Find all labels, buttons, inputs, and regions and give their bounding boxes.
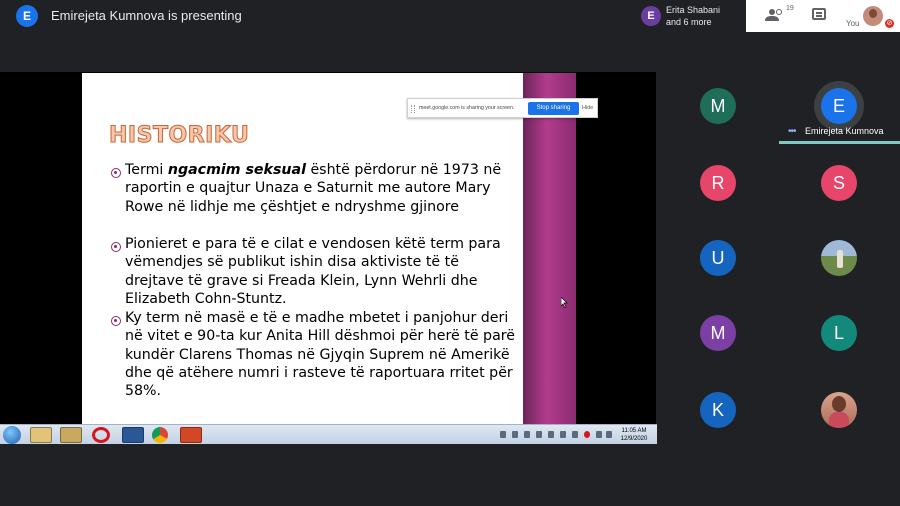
volume-icon[interactable] bbox=[606, 431, 612, 438]
participant-tile-avatar[interactable]: L bbox=[821, 315, 857, 351]
chrome-icon[interactable] bbox=[152, 427, 168, 443]
network-icon[interactable] bbox=[596, 431, 602, 438]
windows-taskbar bbox=[0, 424, 657, 444]
bullet-icon bbox=[111, 242, 121, 252]
presenter-avatar: E bbox=[16, 5, 38, 27]
self-video-thumbnail[interactable] bbox=[863, 6, 883, 26]
powerpoint-icon[interactable] bbox=[180, 427, 202, 443]
participant-name: Erita Shabani bbox=[666, 5, 721, 15]
active-speaker-bar bbox=[779, 141, 900, 144]
drag-handle-icon[interactable] bbox=[411, 105, 415, 113]
tray-icon[interactable] bbox=[512, 431, 518, 438]
hide-button[interactable]: Hide bbox=[582, 105, 594, 111]
participant-grid bbox=[657, 68, 900, 446]
slide-bullet-1: Termi ngacmim seksual është përdorur në 1973 në raportin e quajtur Unaza e Saturnit me autore Mary Rowe në lidhje me çështjet e ndryshme gjinore bbox=[125, 162, 502, 215]
participant-tile-avatar[interactable]: R bbox=[700, 165, 736, 201]
slide-decoration bbox=[523, 73, 576, 424]
participant-avatar: E bbox=[641, 6, 661, 26]
presenting-banner: Emirejeta Kumnova is presenting bbox=[51, 8, 242, 23]
presentation-slide bbox=[82, 73, 523, 424]
sharing-notification-bar bbox=[407, 98, 598, 118]
bullet-icon bbox=[111, 168, 121, 178]
people-count: 19 bbox=[786, 5, 794, 12]
bullet-icon bbox=[111, 316, 121, 326]
slide-bullet-3: Ky term në masë e të e madhe mbetet i panjohur deri në vitet e 90-ta kur Anita Hill dëshmoi për herë të parë kundër Clarens Thomas në Gjyqin Suprem në Amerikë dhe që atëhere numri i rasteve të raportuara rritet për 58%. bbox=[125, 310, 516, 400]
mouse-cursor-icon bbox=[561, 297, 568, 308]
tray-icon[interactable] bbox=[548, 431, 554, 438]
mic-off-icon: ⊘ bbox=[886, 20, 893, 27]
tray-icon[interactable] bbox=[560, 431, 566, 438]
start-button[interactable] bbox=[3, 426, 21, 444]
participant-tile-avatar[interactable]: K bbox=[700, 392, 736, 428]
clock-date: 12/9/2020 bbox=[620, 436, 648, 442]
participant-tile-avatar[interactable]: M bbox=[700, 88, 736, 124]
top-right-panel bbox=[634, 0, 900, 32]
tray-icon[interactable] bbox=[572, 431, 578, 438]
opera-tray-icon[interactable] bbox=[584, 431, 590, 438]
slide-bullet-2: Pionieret e para të e cilat e vendosen këtë term para vëmendjes së publikut ishin disa aktiviste të të drejtave të grave si Freada Klein, Lynn Wehrli dhe Elizabeth Cohn-Stuntz. bbox=[125, 236, 501, 307]
opera-icon[interactable] bbox=[92, 427, 110, 443]
word-icon[interactable] bbox=[122, 427, 144, 443]
tray-icon[interactable] bbox=[500, 431, 506, 438]
tray-icon[interactable] bbox=[536, 431, 542, 438]
you-label: You bbox=[846, 19, 860, 28]
stop-sharing-button[interactable]: Stop sharing bbox=[528, 102, 579, 115]
panel-buttons bbox=[746, 0, 900, 32]
participant-tile-avatar[interactable]: U bbox=[700, 240, 736, 276]
people-icon[interactable] bbox=[764, 8, 786, 22]
participant-more: and 6 more bbox=[666, 17, 712, 27]
slide-title: HISTORIKU bbox=[109, 123, 250, 148]
participant-photo[interactable] bbox=[821, 392, 857, 428]
chat-icon[interactable] bbox=[812, 8, 826, 20]
participant-tile-avatar[interactable]: E bbox=[821, 88, 857, 124]
participant-photo[interactable] bbox=[821, 240, 857, 276]
taskbar-clock[interactable] bbox=[616, 427, 652, 443]
tray-icon[interactable] bbox=[524, 431, 530, 438]
more-options-icon[interactable]: ••• bbox=[788, 126, 796, 137]
media-icon[interactable] bbox=[60, 427, 82, 443]
explorer-icon[interactable] bbox=[30, 427, 52, 443]
top-bar bbox=[0, 0, 900, 32]
participant-tile-avatar[interactable]: S bbox=[821, 165, 857, 201]
participant-tile-avatar[interactable]: M bbox=[700, 315, 736, 351]
clock-time: 11:05 AM bbox=[621, 428, 647, 434]
sharing-message: meet.google.com is sharing your screen. bbox=[419, 105, 515, 111]
participant-tile-name: Emirejeta Kumnova bbox=[805, 126, 884, 136]
